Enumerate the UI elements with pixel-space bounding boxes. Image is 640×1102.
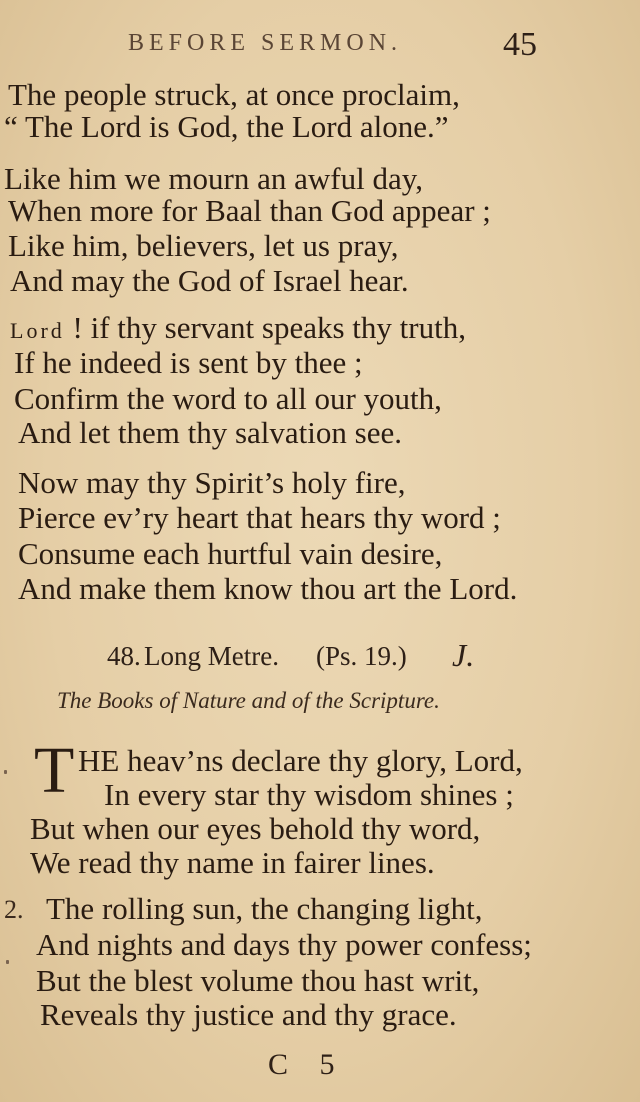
verse-line: “ The Lord is God, the Lord alone.” — [4, 109, 449, 144]
verse-line: Like him we mourn an awful day, — [4, 161, 423, 196]
stanza-number: 2. — [4, 895, 24, 924]
verse-line: Pierce ev’ry heart that hears thy word ; — [18, 500, 501, 535]
verse-line-rest: ! if thy servant speaks thy truth, — [72, 310, 466, 345]
verse-line: Consume each hurtful vain desire, — [18, 536, 443, 571]
verse-line: When more for Baal than God appear ; — [8, 193, 491, 228]
verse-line: Now may thy Spirit’s holy fire, — [18, 465, 406, 500]
verse-line: We read thy name in fairer lines. — [30, 845, 435, 880]
verse-line: And nights and days thy power confess; — [36, 927, 532, 962]
small-caps-lord: Lord — [10, 318, 65, 343]
verse-line: The rolling sun, the changing light, — [46, 891, 483, 926]
verse-line: In every star thy wisdom shines ; — [104, 777, 514, 812]
verse-line: But the blest volume thou hast writ, — [36, 963, 480, 998]
margin-speck — [6, 960, 9, 964]
verse-line: HE heav’ns declare thy glory, Lord, — [78, 743, 523, 778]
verse-line: And make them know thou art the Lord. — [18, 571, 518, 606]
verse-line: And let them thy salvation see. — [18, 415, 402, 450]
psalm-reference: (Ps. 19.) — [316, 641, 407, 671]
hymn-subtitle: The Books of Nature and of the Scripture. — [57, 688, 440, 713]
hymn-metre: Long Metre. — [144, 641, 279, 671]
verse-line: If he indeed is sent by thee ; — [14, 345, 363, 380]
verse-line — [10, 311, 466, 348]
margin-speck — [4, 770, 7, 774]
verse-line: But when our eyes behold thy word, — [30, 811, 481, 846]
running-head: BEFORE SERMON. — [128, 30, 403, 56]
page-number: 45 — [503, 26, 537, 63]
verse-line: Confirm the word to all our youth, — [14, 381, 442, 416]
verse-line: Reveals thy justice and thy grace. — [40, 997, 457, 1032]
verse-line: And may the God of Israel hear. — [10, 263, 409, 298]
hymn-number: 48. — [107, 641, 141, 671]
signature-mark: C 5 — [268, 1048, 347, 1081]
tune-mark: J. — [452, 637, 475, 673]
verse-line: The people struck, at once proclaim, — [8, 77, 460, 112]
drop-cap: T — [34, 734, 75, 807]
verse-line: Like him, believers, let us pray, — [8, 228, 399, 263]
